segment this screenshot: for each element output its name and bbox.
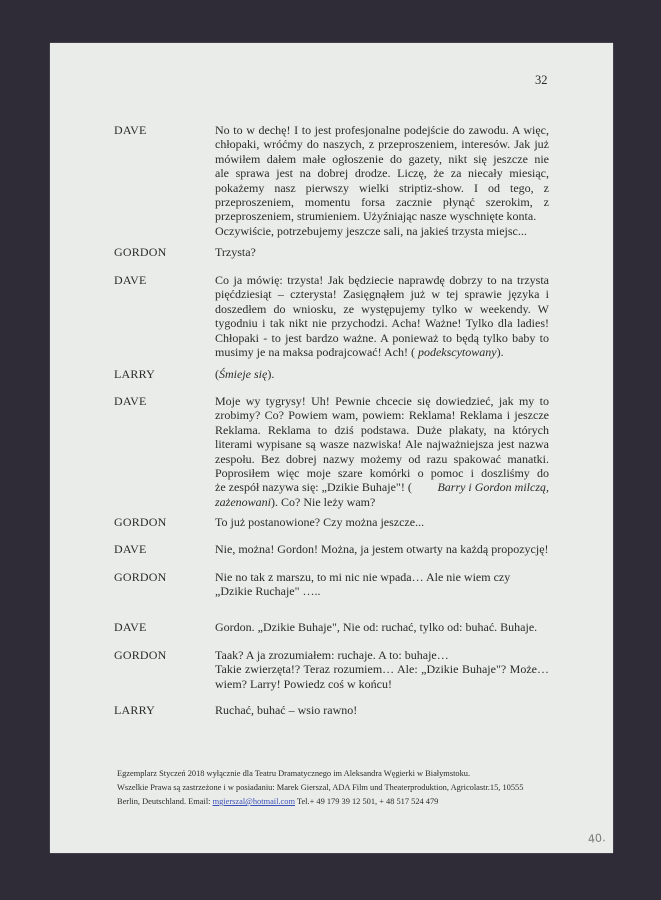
speaker-name: GORDON bbox=[114, 648, 167, 662]
speaker-name: DAVE bbox=[114, 123, 147, 137]
dialogue-line: Poprosiłem więc moje szare komórki o pomoc i doszliśmy do bbox=[215, 465, 549, 480]
dialogue-line: pięćdziesiąt – czterysta! Zasięgnąłem już w tej sprawie języka i bbox=[215, 287, 549, 302]
dialogue-line bbox=[215, 345, 549, 359]
dialogue-line: Trzysta? bbox=[215, 245, 256, 259]
footer-text: Berlin, Deutschland. Email: bbox=[117, 797, 213, 806]
stage-direction: zażenowani bbox=[215, 494, 272, 509]
dialogue-line: Nie, można! Gordon! Można, ja jestem otwarty na każdą propozycję! bbox=[215, 542, 549, 556]
dialogue-text bbox=[215, 394, 549, 509]
dialogue-line bbox=[215, 495, 549, 509]
speaker-name: DAVE bbox=[114, 394, 147, 408]
dialogue-text bbox=[215, 515, 549, 529]
handwritten-page-number: 40. bbox=[587, 831, 607, 846]
dialogue-line: tygodniu i tak nikt nie przychodzi. Acha! Ważne! Tylko dla ladies! bbox=[215, 316, 549, 331]
dialogue-line: Ruchać, buhać – wsio rawno! bbox=[215, 703, 358, 717]
dialogue-line: zrobimy? Co? Powiem wam, powiem: Reklama! Reklama i jeszcze bbox=[215, 408, 549, 423]
dialogue-line: To już postanowione? Czy można jeszcze... bbox=[215, 515, 425, 529]
dialogue-text bbox=[215, 703, 549, 717]
dialogue-line: Taak? A ja zrozumiałem: ruchaje. A to: buhaje… bbox=[215, 648, 449, 662]
dialogue-line: doszedłem do wniosku, ze występujemy tylko w weekendy. W bbox=[215, 301, 549, 316]
dialogue-line: wiem? Larry! Powiedz coś w końcu! bbox=[215, 676, 392, 691]
dialogue-fragment: że zespół nazywa się: „Dzikie Buhaje"! ( bbox=[215, 480, 412, 495]
stage-direction: Śmieje się bbox=[219, 367, 268, 381]
footer-line: Wszelkie Prawa są zastrzeżone i w posiadaniu: Marek Gierszal, ADA Film und Theaterproduktion, Agricolastr.15, 10555 bbox=[117, 783, 524, 792]
dialogue-line: ale sprawa jest na dobrej drodze. Liczę, że za niecały miesiąc, bbox=[215, 166, 549, 181]
dialogue-fragment: ). Co? Nie leży wam? bbox=[271, 494, 376, 509]
dialogue-line: zespołu. Bez dobrej nazwy możemy od razu spakować manatki. bbox=[215, 451, 549, 466]
speaker-name: LARRY bbox=[114, 703, 156, 717]
dialogue-line: literami wypisane są wasze nazwiska! Ale najważniejsza jest nazwa bbox=[215, 437, 549, 452]
dialogue-fragment: ). bbox=[267, 367, 275, 381]
dialogue-line bbox=[215, 480, 549, 494]
speaker-name: GORDON bbox=[114, 570, 167, 584]
dialogue-line: Nie no tak z marszu, to mi nic nie wpada… Ale nie wiem czy bbox=[215, 570, 511, 584]
speaker-name: DAVE bbox=[114, 273, 147, 287]
page-number: 32 bbox=[535, 73, 548, 87]
dialogue-fragment: ). bbox=[496, 344, 504, 359]
dialogue-text bbox=[215, 245, 549, 259]
dialogue-line: przeproszeniem, momentu forsa zacznie płynąć szerokim, z bbox=[215, 194, 549, 209]
dialogue-text bbox=[215, 123, 549, 238]
speaker-name: DAVE bbox=[114, 620, 147, 634]
dialogue-line: Reklama. Reklama to dziś podstawa. Duże plakaty, na których bbox=[215, 422, 549, 437]
dialogue-line bbox=[215, 367, 549, 381]
stage-direction: Barry i Gordon milczą, bbox=[437, 480, 549, 495]
dialogue-line: pokażemy nasz pierwszy wielki striptiz-show. I od tego, z bbox=[215, 180, 549, 195]
dialogue-line: Gordon. „Dzikie Buhaje", Nie od: ruchać, tylko od: buhać. Buhaje. bbox=[215, 620, 538, 634]
footer-line bbox=[117, 795, 557, 809]
dialogue-text bbox=[215, 542, 560, 556]
dialogue-line: „Dzikie Ruchaje" ….. bbox=[215, 584, 321, 599]
stage-direction: podekscytowany bbox=[417, 344, 497, 359]
copyright-footer bbox=[117, 767, 557, 809]
dialogue-line: Chłopaki - to jest bardzo ważne. A ponieważ to będą tylko baby to bbox=[215, 330, 549, 345]
dialogue-text bbox=[215, 648, 549, 691]
dialogue-line: mówiłem dałem małe ogłoszenie do gazety, nikt się jeszcze nie bbox=[215, 151, 549, 166]
dialogue-line: chłopaki, wróćmy do naszych, z przeproszeniem, interesów. Jak już bbox=[215, 137, 549, 152]
speaker-name: LARRY bbox=[114, 367, 156, 381]
dialogue-text bbox=[215, 273, 549, 359]
email-link[interactable]: mgierszal@hotmail.com bbox=[212, 797, 295, 806]
dialogue-line: Oczywiście, potrzebujemy jeszcze sali, na jakieś trzysta miejsc... bbox=[215, 223, 527, 238]
dialogue-fragment: ( bbox=[215, 367, 219, 381]
dialogue-line: przeproszeniem, strumieniem. Użyźniając nasze wyschnięte konta. bbox=[215, 209, 537, 224]
dialogue-text bbox=[215, 570, 549, 599]
dialogue-text bbox=[215, 620, 549, 634]
dialogue-line: Moje wy tygrysy! Uh! Pewnie chcecie się dowiedzieć, jak my to bbox=[215, 394, 549, 408]
dialogue-line: Takie zwierzęta!? Teraz rozumiem… Ale: „Dzikie Buhaje"? Może… bbox=[215, 662, 549, 677]
dialogue-line: Co ja mówię: trzysta! Jak będziecie naprawdę dobrzy to na trzysta bbox=[215, 273, 549, 287]
footer-line: Egzemplarz Styczeń 2018 wyłącznie dla Teatru Dramatycznego im Aleksandra Węgierki w Białymstoku. bbox=[117, 769, 471, 778]
dialogue-line: No to w dechę! I to jest profesjonalne podejście do zawodu. A więc, bbox=[215, 123, 549, 137]
footer-text: Tel.+ 49 179 39 12 501, + 48 517 524 479 bbox=[294, 797, 439, 806]
speaker-name: GORDON bbox=[114, 515, 167, 529]
dialogue-fragment: musimy je na maksa podrajcować! Ach! ( bbox=[215, 344, 418, 359]
speaker-name: DAVE bbox=[114, 542, 147, 556]
speaker-name: GORDON bbox=[114, 245, 167, 259]
dialogue-text bbox=[215, 367, 549, 381]
